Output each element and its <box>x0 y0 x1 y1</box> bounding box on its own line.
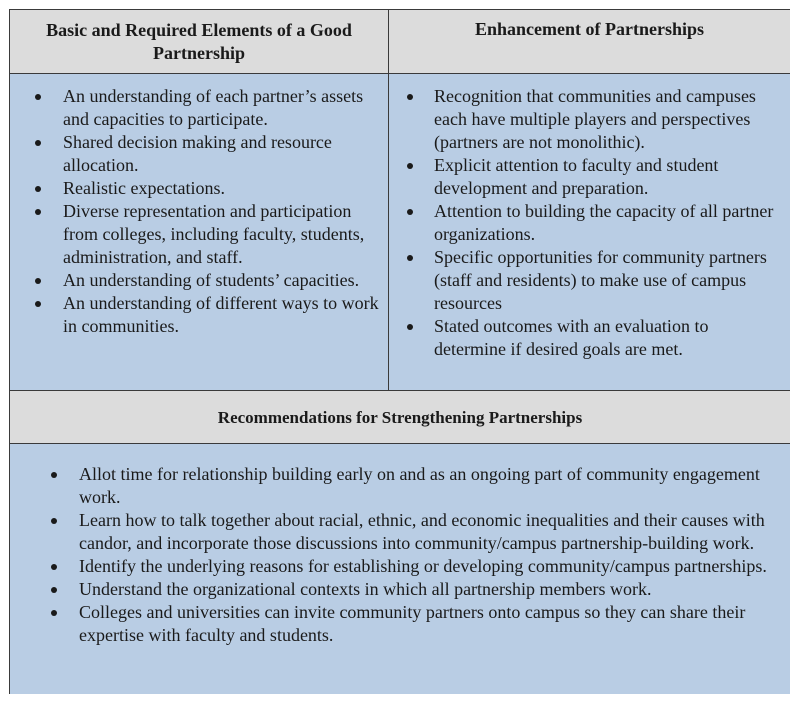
header-enhancement <box>389 10 790 52</box>
list-item-text: Colleges and universities can invite community partners onto campus so they can share their expertise with faculty and students. <box>79 602 746 645</box>
header-recommendations <box>10 391 790 443</box>
enhancement-list <box>389 85 790 361</box>
bullet-icon <box>51 472 57 478</box>
partnership-table <box>9 9 790 694</box>
list-item <box>389 246 790 315</box>
bullet-icon <box>35 94 41 100</box>
enhancement-cell <box>389 74 790 390</box>
bullet-icon <box>51 610 57 616</box>
bullet-icon <box>407 209 413 215</box>
list-item-text: An understanding of each partner’s assets and capacities to participate. <box>63 86 364 129</box>
list-item-text: Realistic expectations. <box>63 178 225 198</box>
bullet-icon <box>35 209 41 215</box>
bullet-icon <box>35 140 41 146</box>
bullet-icon <box>35 278 41 284</box>
bullet-icon <box>407 255 413 261</box>
list-item-text: Diverse representation and participation from colleges, including faculty, students, administration, and staff. <box>63 201 365 267</box>
list-item-text: Identify the underlying reasons for establishing or developing community/campus partnerships. <box>79 556 767 576</box>
bullet-icon <box>51 518 57 524</box>
recommendations-cell <box>10 444 790 694</box>
list-item <box>10 292 388 338</box>
list-item <box>10 555 790 578</box>
bullet-icon <box>51 587 57 593</box>
list-item-text: Explicit attention to faculty and student development and preparation. <box>434 155 719 198</box>
bullet-icon <box>51 564 57 570</box>
list-item-text: Understand the organizational contexts in which all partnership members work. <box>79 579 652 599</box>
list-item-text: Stated outcomes with an evaluation to determine if desired goals are met. <box>434 316 709 359</box>
list-item-text: Allot time for relationship building early on and as an ongoing part of community engagement work. <box>79 464 760 507</box>
header-recommendations-text: Recommendations for Strengthening Partnerships <box>217 407 583 427</box>
list-item-text: Recognition that communities and campuses each have multiple players and perspectives (partners are not monolithic). <box>434 86 756 152</box>
column-divider <box>388 10 389 390</box>
list-item-text: Specific opportunities for community partners (staff and residents) to make use of campus resources <box>434 247 767 313</box>
list-item <box>10 463 790 509</box>
list-item <box>10 269 388 292</box>
bullet-icon <box>35 301 41 307</box>
header-basic-elements-text: Basic and Required Elements of a Good Partnership <box>46 19 352 63</box>
list-item <box>10 200 388 269</box>
header-enhancement-text: Enhancement of Partnerships <box>475 19 704 39</box>
list-item <box>10 131 388 177</box>
list-item <box>10 177 388 200</box>
bullet-icon <box>407 94 413 100</box>
bullet-icon <box>407 324 413 330</box>
recommendations-list <box>10 463 790 647</box>
list-item <box>389 154 790 200</box>
list-item <box>389 315 790 361</box>
bullet-icon <box>407 163 413 169</box>
list-item <box>10 601 790 647</box>
list-item <box>389 200 790 246</box>
basic-elements-list <box>10 85 388 338</box>
list-item-text: Shared decision making and resource allocation. <box>63 132 332 175</box>
list-item <box>10 509 790 555</box>
list-item <box>389 85 790 154</box>
header-basic-elements <box>10 10 388 73</box>
basic-elements-cell <box>10 74 388 390</box>
list-item-text: Learn how to talk together about racial, ethnic, and economic inequalities and their causes with candor, and incorporate those discussions into community/campus partnership-building work. <box>79 510 765 553</box>
bullet-icon <box>35 186 41 192</box>
list-item <box>10 85 388 131</box>
list-item-text: Attention to building the capacity of all partner organizations. <box>434 201 774 244</box>
list-item-text: An understanding of different ways to work in communities. <box>63 293 379 336</box>
list-item <box>10 578 790 601</box>
list-item-text: An understanding of students’ capacities. <box>63 270 360 290</box>
